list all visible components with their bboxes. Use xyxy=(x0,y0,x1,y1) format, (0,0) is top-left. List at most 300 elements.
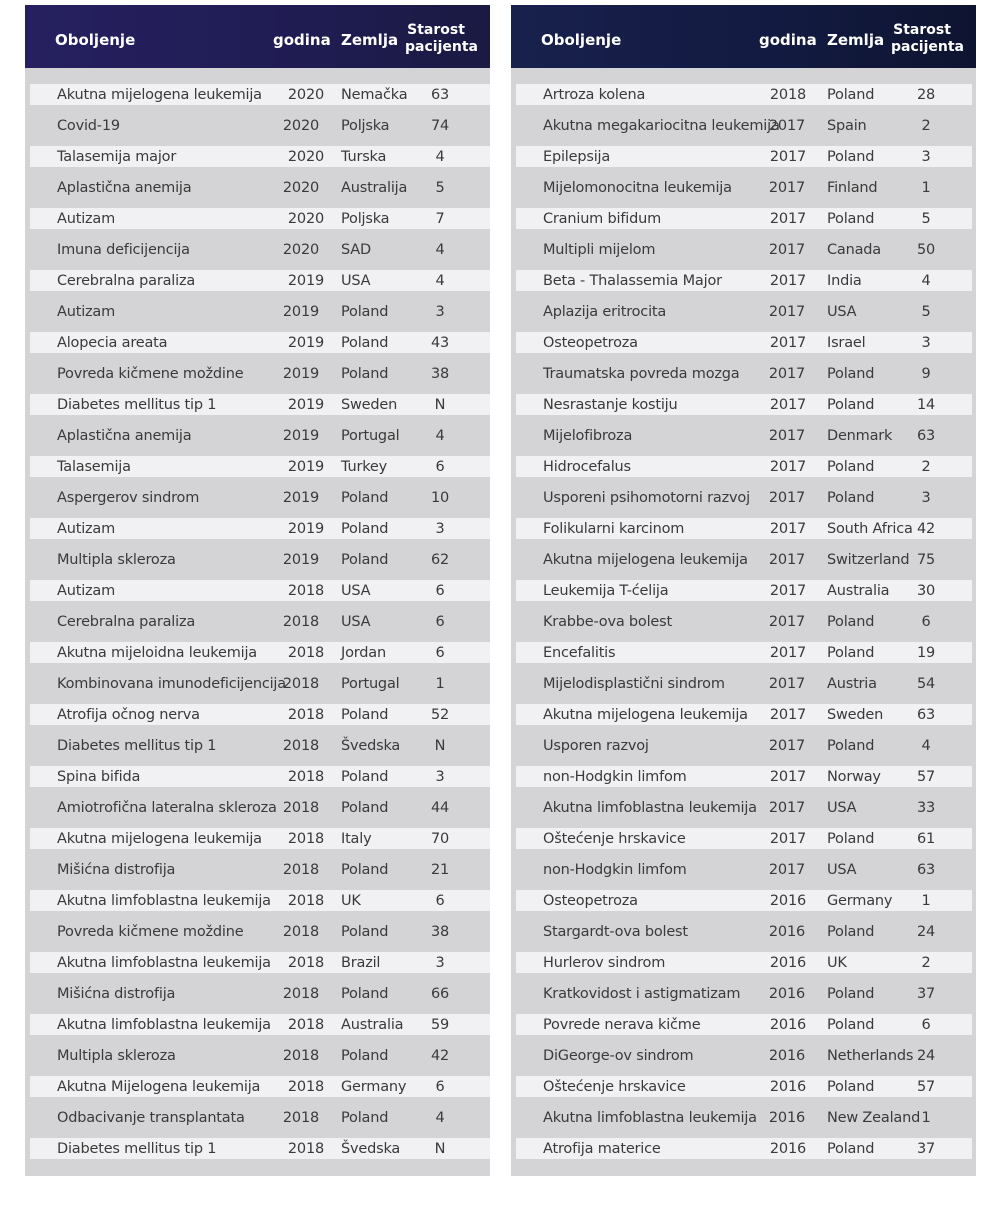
table-row xyxy=(516,270,972,291)
table-row xyxy=(516,518,972,539)
cell-age: 6 xyxy=(921,1016,931,1033)
cell-year: 2016 xyxy=(768,1047,805,1064)
table-row xyxy=(511,1035,976,1076)
table-row xyxy=(511,1097,976,1138)
cell-age: 75 xyxy=(916,551,936,568)
cell-age: 1 xyxy=(921,1109,931,1126)
cell-age: 63 xyxy=(916,706,936,723)
cell-country: Jordan xyxy=(341,644,386,661)
cell-age: 50 xyxy=(916,241,936,258)
cell-disease: Mijelomonocitna leukemija xyxy=(543,179,732,196)
cell-age: 6 xyxy=(435,582,445,599)
cell-year: 2018 xyxy=(282,985,319,1002)
cell-year: 2018 xyxy=(287,1140,324,1157)
cell-age: 4 xyxy=(435,272,445,289)
cell-country: Sweden xyxy=(341,396,398,413)
cell-age: 57 xyxy=(916,1078,936,1095)
cell-country: Brazil xyxy=(341,954,381,971)
table-row xyxy=(516,146,972,167)
cell-age: 37 xyxy=(916,1140,936,1157)
cell-year: 2017 xyxy=(768,241,805,258)
cell-age: 24 xyxy=(916,923,936,940)
cell-disease: Akutna megakariocitna leukemija xyxy=(543,117,780,134)
cell-year: 2017 xyxy=(769,334,806,351)
cell-country: Poland xyxy=(341,923,389,940)
cell-country: Canada xyxy=(827,241,881,258)
cell-year: 2017 xyxy=(768,489,805,506)
cell-disease: Multipla skleroza xyxy=(57,1047,176,1064)
cell-country: Poland xyxy=(341,303,389,320)
cell-year: 2018 xyxy=(287,830,324,847)
cell-country: India xyxy=(827,272,862,289)
table-row xyxy=(511,229,976,270)
cell-country: Poland xyxy=(827,737,875,754)
cell-age: 28 xyxy=(916,86,936,103)
cell-country: SAD xyxy=(341,241,371,258)
cell-disease: Talasemija xyxy=(57,458,131,475)
cell-country: USA xyxy=(827,861,857,878)
cell-disease: Nesrastanje kostiju xyxy=(543,396,678,413)
table-row xyxy=(511,105,976,146)
cell-age: 3 xyxy=(921,148,931,165)
cell-year: 2016 xyxy=(768,923,805,940)
cell-disease: Akutna mijelogena leukemija xyxy=(57,830,262,847)
cell-age: 4 xyxy=(921,737,931,754)
cell-age: 33 xyxy=(916,799,936,816)
cell-year: 2017 xyxy=(768,303,805,320)
cell-country: UK xyxy=(827,954,847,971)
cell-year: 2017 xyxy=(769,644,806,661)
cell-disease: Aplazija eritrocita xyxy=(543,303,667,320)
cell-disease: Cerebralna paraliza xyxy=(57,272,196,289)
cell-country: UK xyxy=(341,892,361,909)
cell-year: 2016 xyxy=(769,1140,806,1157)
cell-country: New Zealand xyxy=(827,1109,921,1126)
cell-age: 6 xyxy=(435,644,445,661)
cell-country: USA xyxy=(341,613,371,630)
cell-age: 6 xyxy=(921,613,931,630)
table-row xyxy=(30,456,490,477)
cell-year: 2019 xyxy=(287,334,324,351)
cell-country: Poland xyxy=(341,706,389,723)
cell-country: Poland xyxy=(341,520,389,537)
cell-age: 19 xyxy=(916,644,936,661)
cell-disease: Akutna limfoblastna leukemija xyxy=(57,1016,271,1033)
table-row xyxy=(516,84,972,105)
table-row xyxy=(516,766,972,787)
cell-age: 6 xyxy=(435,613,445,630)
cell-year: 2018 xyxy=(282,613,319,630)
cell-year: 2016 xyxy=(769,954,806,971)
cell-disease: Mišićna distrofija xyxy=(57,985,176,1002)
cell-year: 2017 xyxy=(769,458,806,475)
cell-disease: Multipla skleroza xyxy=(57,551,176,568)
header-disease: Oboljenje xyxy=(541,31,622,49)
cell-year: 2017 xyxy=(768,737,805,754)
cell-disease: Cranium bifidum xyxy=(543,210,661,227)
cell-disease: Osteopetroza xyxy=(543,334,638,351)
table-row xyxy=(511,291,976,332)
table-row xyxy=(30,394,490,415)
table-row xyxy=(516,1076,972,1097)
cell-age: 4 xyxy=(435,241,445,258)
cell-disease: Usporeni psihomotorni razvoj xyxy=(543,489,750,506)
table-row xyxy=(511,787,976,828)
cell-age: 4 xyxy=(921,272,931,289)
cell-country: Poland xyxy=(827,148,875,165)
cell-disease: Povrede nerava kičme xyxy=(543,1016,701,1033)
cell-disease: Talasemija major xyxy=(57,148,177,165)
table-row xyxy=(25,973,490,1014)
cell-country: USA xyxy=(341,272,371,289)
cell-country: Sweden xyxy=(827,706,884,723)
cell-age: 3 xyxy=(435,520,445,537)
table-row xyxy=(516,828,972,849)
cell-age: 2 xyxy=(921,458,931,475)
cell-disease: Osteopetroza xyxy=(543,892,638,909)
cell-disease: Spina bifida xyxy=(57,768,141,785)
table-left xyxy=(25,5,490,1176)
cell-year: 2018 xyxy=(287,644,324,661)
cell-country: Italy xyxy=(341,830,372,847)
cell-disease: Covid-19 xyxy=(57,117,120,134)
cell-year: 2018 xyxy=(282,799,319,816)
cell-country: Poland xyxy=(827,86,875,103)
cell-year: 2019 xyxy=(282,365,319,382)
cell-disease: Traumatska povreda mozga xyxy=(543,365,740,382)
table-row xyxy=(25,291,490,332)
cell-age: 54 xyxy=(916,675,936,692)
table-row xyxy=(30,828,490,849)
cell-country: Poland xyxy=(827,830,875,847)
cell-age: 57 xyxy=(916,768,936,785)
cell-year: 2017 xyxy=(768,117,805,134)
table-row xyxy=(516,1014,972,1035)
table-row xyxy=(30,146,490,167)
table-row xyxy=(511,601,976,642)
table-row xyxy=(30,580,490,601)
table-row xyxy=(30,332,490,353)
cell-age: 2 xyxy=(921,117,931,134)
cell-age: 3 xyxy=(435,303,445,320)
cell-country: Denmark xyxy=(827,427,893,444)
cell-country: Switzerland xyxy=(827,551,910,568)
header-year: godina xyxy=(273,31,331,49)
cell-disease: Leukemija T-ćelija xyxy=(543,582,669,599)
table-row xyxy=(516,208,972,229)
cell-year: 2018 xyxy=(282,675,319,692)
table-body xyxy=(511,84,976,1159)
cell-year: 2018 xyxy=(287,768,324,785)
cell-country: Turkey xyxy=(341,458,387,475)
cell-disease: Encefalitis xyxy=(543,644,616,661)
cell-year: 2017 xyxy=(769,768,806,785)
table-row xyxy=(516,890,972,911)
cell-disease: non-Hodgkin limfom xyxy=(543,768,687,785)
cell-age: 6 xyxy=(435,892,445,909)
cell-disease: Alopecia areata xyxy=(57,334,168,351)
cell-year: 2017 xyxy=(768,613,805,630)
cell-age: 5 xyxy=(921,303,931,320)
cell-country: Poland xyxy=(827,396,875,413)
cell-age: 74 xyxy=(430,117,450,134)
table-row xyxy=(511,911,976,952)
table-header xyxy=(511,5,976,68)
cell-disease: Krabbe-ova bolest xyxy=(543,613,672,630)
table-row xyxy=(516,1138,972,1159)
cell-age: 63 xyxy=(916,427,936,444)
cell-year: 2018 xyxy=(282,1109,319,1126)
table-row xyxy=(25,105,490,146)
cell-age: N xyxy=(434,737,446,754)
cell-age: 43 xyxy=(430,334,450,351)
cell-country: Germany xyxy=(341,1078,407,1095)
cell-disease: Kombinovana imunodeficijencija xyxy=(57,675,286,692)
cell-country: South Africa xyxy=(827,520,913,537)
cell-age: 1 xyxy=(435,675,445,692)
cell-age: 21 xyxy=(430,861,450,878)
table-row xyxy=(25,167,490,208)
cell-country: Poland xyxy=(827,644,875,661)
table-row xyxy=(511,415,976,456)
cell-disease: Artroza kolena xyxy=(543,86,646,103)
cell-year: 2018 xyxy=(287,1078,324,1095)
cell-disease: Aplastična anemija xyxy=(57,427,192,444)
cell-year: 2017 xyxy=(768,365,805,382)
cell-age: 10 xyxy=(430,489,450,506)
cell-disease: Stargardt-ova bolest xyxy=(543,923,688,940)
cell-disease: Diabetes mellitus tip 1 xyxy=(57,1140,217,1157)
table-row xyxy=(30,704,490,725)
table-row xyxy=(511,167,976,208)
cell-disease: Akutna mijeloidna leukemija xyxy=(57,644,257,661)
cell-year: 2017 xyxy=(768,675,805,692)
cell-age: 24 xyxy=(916,1047,936,1064)
cell-age: 61 xyxy=(916,830,936,847)
cell-year: 2018 xyxy=(287,1016,324,1033)
table-row xyxy=(30,208,490,229)
cell-disease: non-Hodgkin limfom xyxy=(543,861,687,878)
table-row xyxy=(25,1097,490,1138)
cell-age: 59 xyxy=(430,1016,450,1033)
cell-disease: Imuna deficijencija xyxy=(57,241,190,258)
cell-year: 2017 xyxy=(768,861,805,878)
cell-year: 2019 xyxy=(282,427,319,444)
cell-age: 5 xyxy=(435,179,445,196)
cell-country: Austria xyxy=(827,675,877,692)
table-row xyxy=(30,84,490,105)
cell-year: 2019 xyxy=(287,458,324,475)
cell-age: 44 xyxy=(430,799,450,816)
table-row xyxy=(30,1076,490,1097)
cell-disease: Odbacivanje transplantata xyxy=(57,1109,245,1126)
cell-disease: Cerebralna paraliza xyxy=(57,613,196,630)
cell-country: Poland xyxy=(341,551,389,568)
cell-disease: Aspergerov sindrom xyxy=(57,489,200,506)
cell-year: 2017 xyxy=(769,272,806,289)
cell-year: 2018 xyxy=(287,582,324,599)
cell-year: 2017 xyxy=(768,799,805,816)
cell-year: 2019 xyxy=(287,520,324,537)
cell-country: Poland xyxy=(341,985,389,1002)
cell-country: Poland xyxy=(827,489,875,506)
cell-country: Nemačka xyxy=(341,86,408,103)
cell-disease: Epilepsija xyxy=(543,148,611,165)
cell-age: 3 xyxy=(435,768,445,785)
cell-age: 4 xyxy=(435,427,445,444)
cell-disease: Beta - Thalassemia Major xyxy=(543,272,722,289)
cell-country: Poland xyxy=(827,923,875,940)
cell-year: 2019 xyxy=(287,396,324,413)
table-row xyxy=(511,353,976,394)
cell-year: 2019 xyxy=(287,272,324,289)
table-row xyxy=(30,952,490,973)
cell-country: Portugal xyxy=(341,427,400,444)
table-row xyxy=(25,229,490,270)
cell-country: Poland xyxy=(341,334,389,351)
table-row xyxy=(30,890,490,911)
header-country: Zemlja xyxy=(341,31,399,49)
cell-disease: Aplastična anemija xyxy=(57,179,192,196)
table-row xyxy=(25,725,490,766)
cell-disease: Akutna mijelogena leukemija xyxy=(57,86,262,103)
header-age: Starost pacijenta xyxy=(891,22,964,55)
cell-age: 62 xyxy=(430,551,450,568)
table-row xyxy=(516,704,972,725)
cell-country: Australia xyxy=(341,1016,404,1033)
cell-disease: Diabetes mellitus tip 1 xyxy=(57,737,217,754)
cell-year: 2020 xyxy=(287,86,324,103)
cell-country: Švedska xyxy=(341,1140,401,1157)
cell-year: 2018 xyxy=(287,954,324,971)
cell-year: 2016 xyxy=(768,1109,805,1126)
cell-age: 52 xyxy=(430,706,450,723)
cell-age: 37 xyxy=(916,985,936,1002)
table-row xyxy=(511,725,976,766)
cell-year: 2018 xyxy=(282,1047,319,1064)
table-row xyxy=(30,270,490,291)
table-row xyxy=(30,766,490,787)
cell-age: 3 xyxy=(921,334,931,351)
cell-age: 66 xyxy=(430,985,450,1002)
cell-age: 6 xyxy=(435,458,445,475)
table-row xyxy=(511,973,976,1014)
cell-country: Poland xyxy=(341,799,389,816)
cell-country: Poland xyxy=(827,1140,875,1157)
cell-country: Poland xyxy=(341,1109,389,1126)
cell-disease: Akutna limfoblastna leukemija xyxy=(57,954,271,971)
cell-year: 2016 xyxy=(768,985,805,1002)
cell-age: 3 xyxy=(435,954,445,971)
cell-country: Švedska xyxy=(341,737,401,754)
cell-country: Israel xyxy=(827,334,866,351)
cell-disease: Multipli mijelom xyxy=(543,241,656,258)
cell-age: 4 xyxy=(435,148,445,165)
table-row xyxy=(516,952,972,973)
cell-country: Poland xyxy=(341,861,389,878)
cell-country: Poland xyxy=(341,768,389,785)
cell-disease: Akutna mijelogena leukemija xyxy=(543,551,748,568)
table-row xyxy=(25,477,490,518)
table-row xyxy=(516,580,972,601)
header-country: Zemlja xyxy=(827,31,885,49)
table-row xyxy=(511,477,976,518)
cell-year: 2017 xyxy=(769,148,806,165)
cell-year: 2017 xyxy=(768,427,805,444)
cell-country: Poland xyxy=(827,1016,875,1033)
cell-country: Finland xyxy=(827,179,878,196)
header-year: godina xyxy=(759,31,817,49)
cell-disease: Povreda kičmene moždine xyxy=(57,365,244,382)
cell-country: Poland xyxy=(827,1078,875,1095)
cell-disease: Akutna limfoblastna leukemija xyxy=(57,892,271,909)
cell-age: 7 xyxy=(435,210,445,227)
table-row xyxy=(511,663,976,704)
cell-year: 2017 xyxy=(769,830,806,847)
cell-year: 2017 xyxy=(769,582,806,599)
table-header xyxy=(25,5,490,68)
cell-age: 1 xyxy=(921,179,931,196)
cell-disease: Oštećenje hrskavice xyxy=(543,1078,686,1095)
cell-year: 2018 xyxy=(287,892,324,909)
cell-country: Germany xyxy=(827,892,893,909)
cell-country: Poland xyxy=(341,365,389,382)
cell-age: 3 xyxy=(921,489,931,506)
cell-year: 2019 xyxy=(282,551,319,568)
cell-country: Poland xyxy=(827,613,875,630)
table-row xyxy=(25,539,490,580)
cell-age: 42 xyxy=(916,520,936,537)
cell-year: 2018 xyxy=(282,737,319,754)
table-row xyxy=(25,663,490,704)
cell-disease: Atrofija materice xyxy=(543,1140,661,1157)
cell-age: 63 xyxy=(430,86,450,103)
cell-year: 2016 xyxy=(769,892,806,909)
header-disease: Oboljenje xyxy=(55,31,136,49)
cell-country: Australia xyxy=(827,582,890,599)
cell-country: Spain xyxy=(827,117,867,134)
cell-disease: Povreda kičmene moždine xyxy=(57,923,244,940)
cell-age: 1 xyxy=(921,892,931,909)
cell-year: 2017 xyxy=(768,551,805,568)
cell-country: Poland xyxy=(827,985,875,1002)
cell-year: 2017 xyxy=(768,179,805,196)
cell-year: 2017 xyxy=(769,520,806,537)
cell-year: 2018 xyxy=(282,923,319,940)
cell-year: 2016 xyxy=(769,1078,806,1095)
cell-disease: Autizam xyxy=(57,582,116,599)
cell-disease: Mišićna distrofija xyxy=(57,861,176,878)
cell-country: Portugal xyxy=(341,675,400,692)
cell-year: 2018 xyxy=(769,86,806,103)
cell-year: 2020 xyxy=(287,148,324,165)
cell-country: USA xyxy=(341,582,371,599)
cell-age: 70 xyxy=(430,830,450,847)
table-row xyxy=(516,456,972,477)
cell-age: 6 xyxy=(435,1078,445,1095)
cell-age: 42 xyxy=(430,1047,450,1064)
cell-year: 2020 xyxy=(282,241,319,258)
cell-year: 2017 xyxy=(769,706,806,723)
cell-country: Poland xyxy=(341,1047,389,1064)
header-age: Starost pacijenta xyxy=(405,22,478,55)
cell-year: 2016 xyxy=(769,1016,806,1033)
cell-age: N xyxy=(434,1140,446,1157)
cell-country: Australija xyxy=(341,179,408,196)
cell-year: 2020 xyxy=(282,117,319,134)
table-row xyxy=(511,849,976,890)
cell-age: 63 xyxy=(916,861,936,878)
